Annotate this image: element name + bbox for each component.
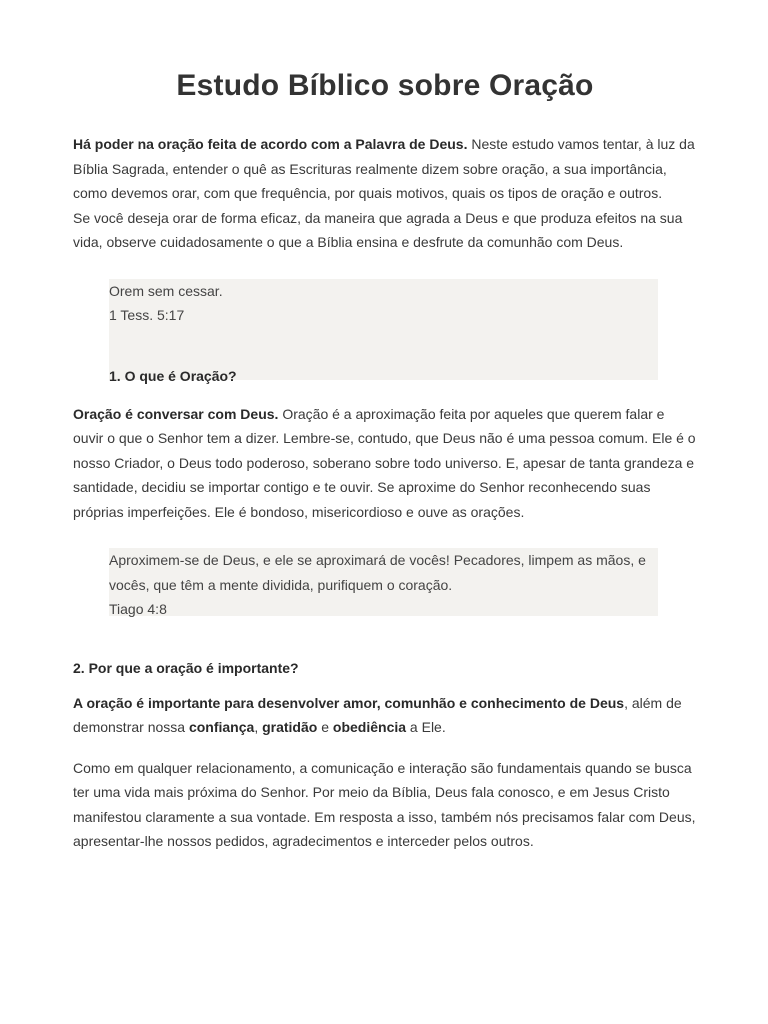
section-2-heading: 2. Por que a oração é importante?	[73, 660, 299, 676]
quote-1-reference: 1 Tess. 5:17	[109, 307, 185, 323]
section-1-lead-bold: Oração é conversar com Deus.	[73, 405, 279, 422]
scripture-quote-2	[109, 548, 658, 616]
intro-lead-rest: Neste estudo vamos tentar, à luz da Bíblia Sagrada, entender o quê as Escrituras realmente dizem sobre oração, a sua importância, como devemos orar, com que frequência, por quais motivos, quais os tipos de oração e outros.	[73, 136, 695, 201]
page-title: Estudo Bíblico sobre Oração	[176, 69, 594, 102]
section-2-lead-bold: A oração é importante para desenvolver amor, comunhão e conhecimento de Deus	[73, 694, 625, 711]
intro-second-paragraph: Se você deseja orar de forma eficaz, da maneira que agrada a Deus e que produza efeitos na sua vida, observe cuidadosamente o que a Bíblia ensina e desfrute da comunhão com Deus.	[73, 209, 683, 250]
document-page	[73, 64, 697, 854]
section-2-paragraph-1	[73, 691, 697, 740]
section-2-text-4: a Ele.	[406, 719, 446, 735]
quote-2-reference: Tiago 4:8	[109, 601, 167, 617]
quote-1-text: Orem sem cessar.	[109, 282, 223, 299]
section-1-heading: 1. O que é Oração?	[109, 367, 237, 384]
section-1-rest: Oração é a aproximação feita por aqueles que querem falar e ouvir o que o Senhor tem a dizer. Lembre-se, contudo, que Deus não é uma pessoa comum. Ele é o nosso Criador, o Deus todo poderoso, soberano sobre todo universo. E, apesar de tanta grandeza e santidade, decidiu se importar contigo e te ouvir. Se aproxime do Senhor reconhecendo suas próprias imperfeições. Ele é bondoso, misericordioso e ouve as orações.	[73, 405, 696, 520]
intro-paragraph	[73, 132, 697, 206]
section-2-text-3: e	[317, 719, 333, 735]
section-2-text-1: , além de demonstrar nossa	[73, 694, 682, 735]
word-obediencia: obediência	[332, 719, 407, 735]
intro-lead-bold: Há poder na oração feita de acordo com a Palavra de Deus.	[73, 136, 468, 152]
word-confianca: confiança	[188, 719, 255, 735]
section-2-text-2: ,	[254, 719, 263, 735]
quote-2-text: Aproximem-se de Deus, e ele se aproximará de vocês! Pecadores, limpem as mãos, e vocês, que têm a mente dividida, purifiquem o coração.	[109, 552, 646, 593]
section-2-paragraph-2: Como em qualquer relacionamento, a comunicação e interação são fundamentais quando se busca ter uma vida mais próxima do Senhor. Por meio da Bíblia, Deus fala conosco, e em Jesus Cristo manifestou claramente a sua vontade. Em resposta a isso, também nós precisamos falar com Deus, apresentar-lhe nossos pedidos, agradecimentos e interceder pelos outros.	[73, 759, 696, 849]
scripture-quote-1	[109, 279, 658, 384]
word-gratidao: gratidão	[262, 719, 318, 735]
section-1-paragraph	[73, 402, 697, 525]
